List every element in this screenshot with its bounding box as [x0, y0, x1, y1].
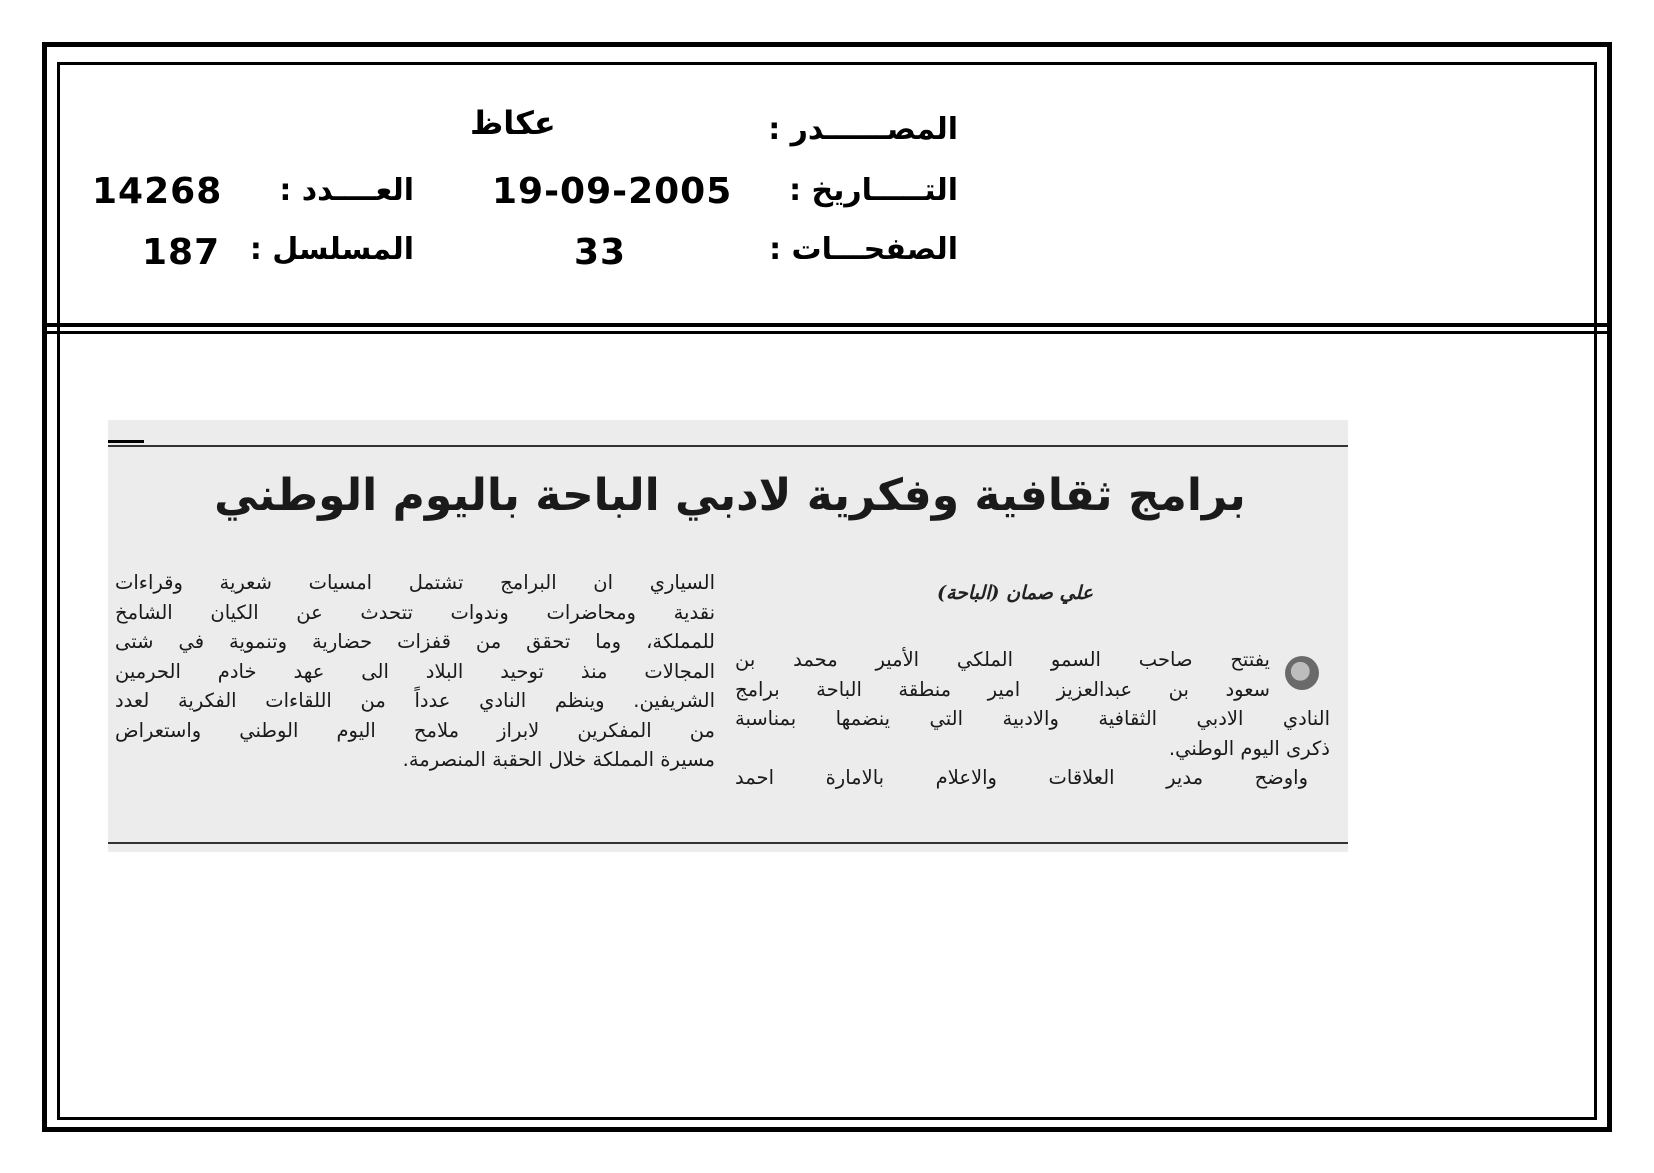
serial-label: المسلسل :	[249, 232, 414, 267]
article-line: ذكرى اليوم الوطني.	[1168, 736, 1330, 760]
clipping-top-rule	[108, 445, 1348, 447]
date-value: 19-09-2005	[492, 171, 733, 212]
issue-value: 14268	[92, 171, 223, 212]
article-line: للمملكة، وما تحقق من قفزات حضارية وتنموية في شتى	[115, 630, 715, 653]
source-label: المصــــــدر :	[768, 112, 958, 147]
article-line: نقدية ومحاضرات وندوات تتحدث عن الكيان الشامخ	[115, 600, 715, 624]
article-column-right	[735, 645, 1330, 793]
header-divider	[46, 323, 1608, 334]
article-headline: برامج ثقافية وفكرية لادبي الباحة باليوم الوطني	[214, 470, 1246, 521]
pages-label: الصفحـــات :	[769, 232, 958, 267]
article-line: واوضح مدير العلاقات والاعلام بالامارة احمد	[735, 766, 1308, 789]
article-line: مسيرة المملكة خلال الحقبة المنصرمة.	[402, 748, 715, 771]
clipping-top-tick	[108, 440, 144, 443]
issue-label: العــــدد :	[279, 173, 414, 208]
article-line: المجالات منذ توحيد البلاد الى عهد خادم الحرمين	[115, 659, 715, 683]
pages-value: 33	[574, 232, 627, 273]
clipping-bottom-rule	[108, 842, 1348, 844]
article-line: سعود بن عبدالعزيز امير منطقة الباحة برامج	[735, 677, 1270, 701]
article-column-left	[115, 568, 715, 775]
article-line: النادي الادبي الثقافية والادبية التي ينضمها بمناسبة	[735, 707, 1330, 730]
article-line: الشريفين. وينظم النادي عدداً من اللقاءات الفكرية لعدد	[115, 689, 715, 712]
source-value: عكاظ	[470, 104, 556, 142]
date-label: التـــــاريخ :	[789, 173, 958, 208]
article-byline: علي صمان (الباحة)	[936, 582, 1094, 604]
article-line: يفتتح صاحب السمو الملكي الأمير محمد بن	[735, 648, 1270, 671]
serial-value: 187	[142, 232, 221, 273]
article-line: السياري ان البرامج تشتمل امسيات شعرية وقراءات	[115, 571, 715, 594]
article-line: من المفكرين لابراز ملامح اليوم الوطني واستعراض	[115, 718, 715, 742]
